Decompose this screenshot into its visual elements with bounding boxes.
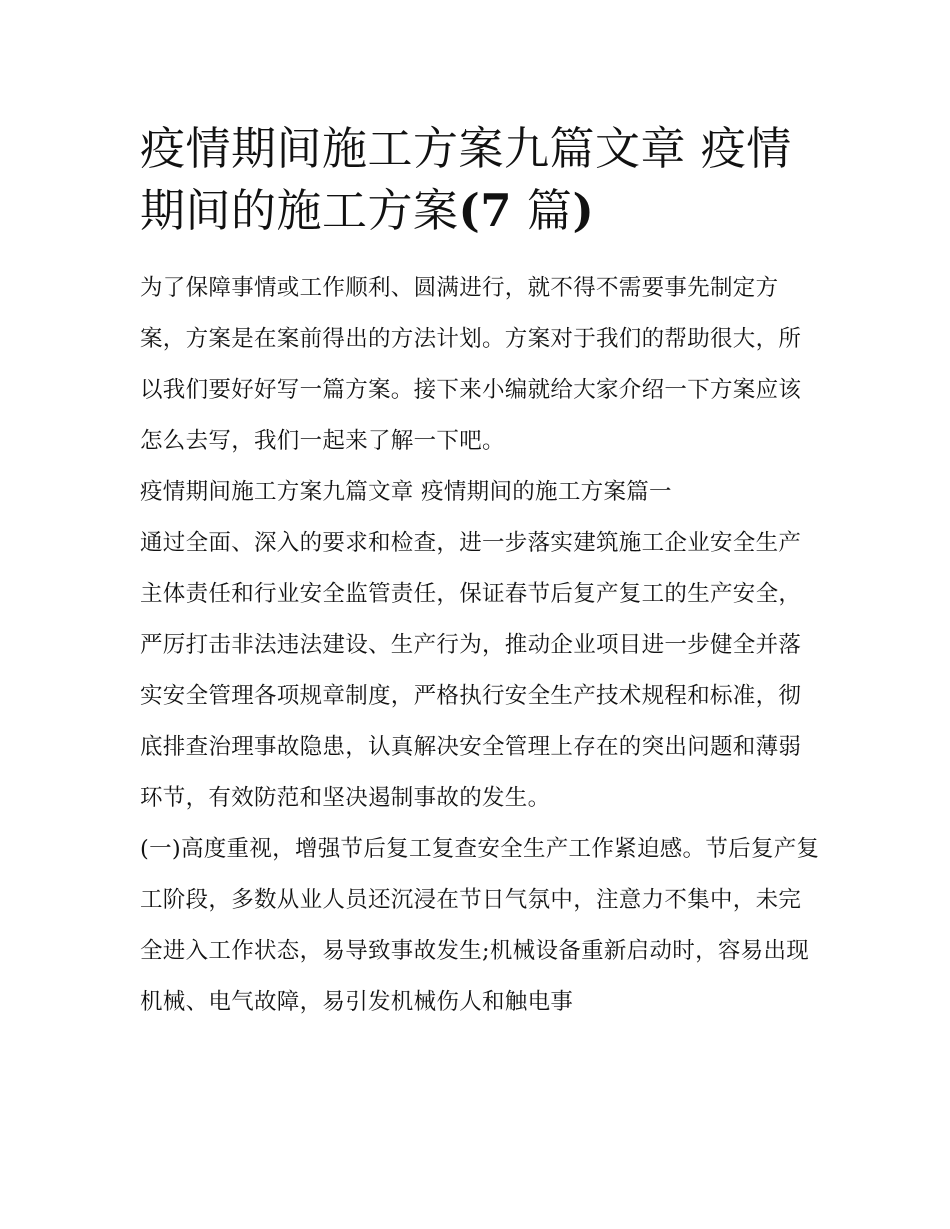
title-close-paren: ): [572, 184, 595, 237]
body-paragraph-1: 通过全面、深入的要求和检查，进一步落实建筑施工企业安全生产主体责任和行业安全监管责任，保证春节后复产复工的生产安全，严厉打击非法违法建设、生产行为，推动企业项目进一步健全并落实安全管理各项规章制度，严格执行安全生产技术规程和标准，彻底排查治理事故隐患，认真解决安全管理上存在的突出问题和薄弱环节，有效防范和坚决遏制事故的发生。: [140, 530, 802, 811]
section-heading: 疫情期间施工方案九篇文章 疫情期间的施工方案篇一: [140, 479, 672, 505]
document-page: [140, 118, 820, 1028]
intro-paragraph: 为了保障事情或工作顺利、圆满进行，就不得不需要事先制定方案，方案是在案前得出的方法计划。方案对于我们的帮助很大，所以我们要好好写一篇方案。接下来小编就给大家介绍一下方案应该怎么去写，我们一起来了解一下吧。: [140, 275, 802, 454]
title-count: (7: [458, 184, 513, 237]
body-paragraph-2: (一)高度重视，增强节后复工复查安全生产工作紧迫感。节后复产复工阶段，多数从业人员还沉浸在节日气氛中，注意力不集中，未完全进入工作状态，易导致事故发生;机械设备重新启动时，容易出现机械、电气故障，易引发机械伤人和触电事: [140, 836, 820, 1015]
title-unit: 篇: [512, 184, 573, 237]
title-text: 疫情期间施工方案九篇文章 疫情期间的施工方案: [140, 122, 792, 237]
document-title: [140, 118, 820, 242]
